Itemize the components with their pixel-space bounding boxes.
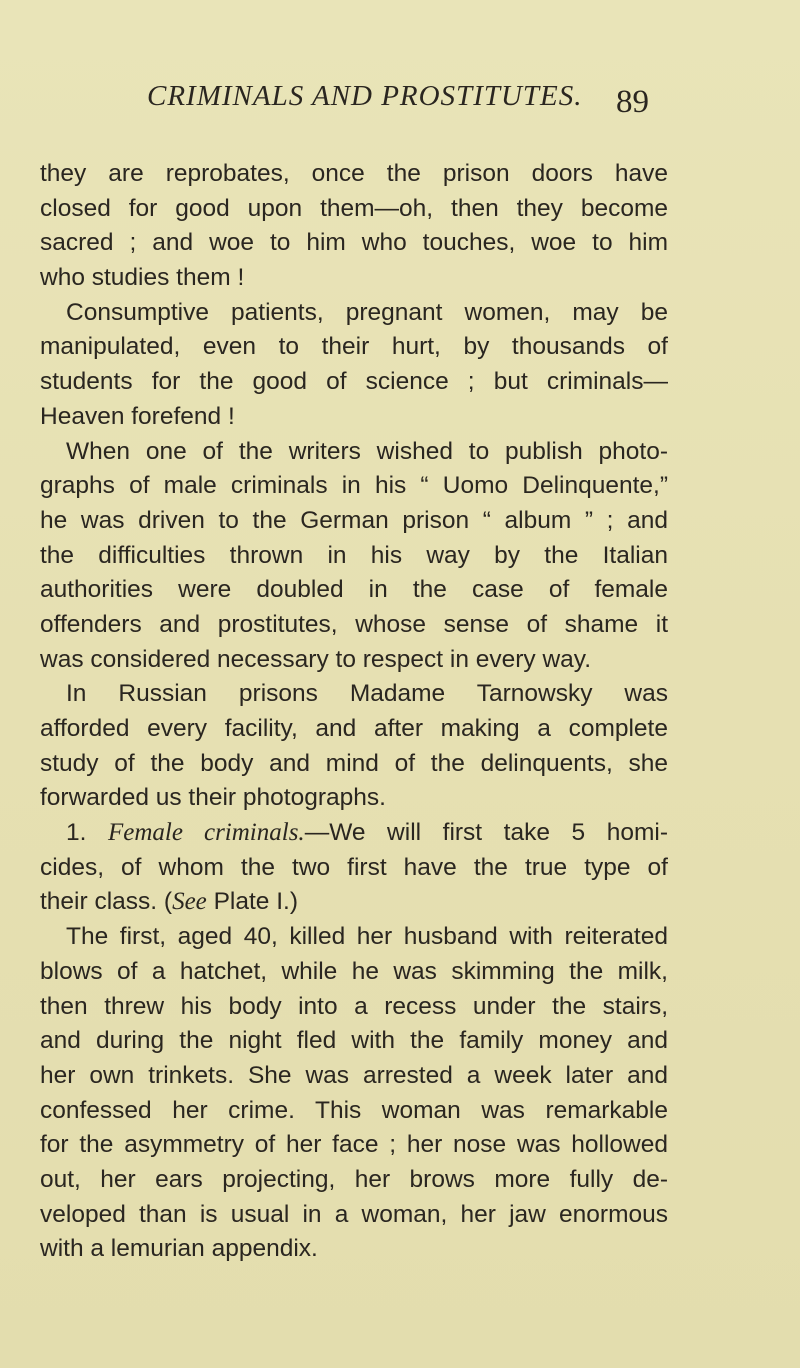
text-line: closed for good upon them—oh, then they become: [40, 194, 668, 222]
text-line: and during the night fled with the family money and: [40, 1027, 668, 1055]
text-line: students for the good of science ; but criminals—: [40, 368, 668, 396]
page-header: [147, 80, 657, 130]
section-heading-line: [40, 816, 668, 851]
text-line: forwarded us their photographs.: [40, 784, 386, 812]
section-number: 1.: [66, 819, 87, 847]
section-title: Female criminals.: [108, 819, 305, 847]
text-line: sacred ; and woe to him who touches, woe to him: [40, 229, 668, 257]
text-line: they are reprobates, once the prison doors have: [40, 160, 668, 187]
body-text: [40, 157, 668, 1267]
text-line: Consumptive patients, pregnant women, may be: [66, 298, 668, 326]
text-line: Heaven forefend !: [40, 402, 235, 430]
text-line: then threw his body into a recess under the stairs,: [40, 992, 668, 1020]
text-line: out, her ears projecting, her brows more fully de-: [40, 1165, 668, 1193]
text-line: he was driven to the German prison “ album ” ; and: [40, 506, 668, 534]
text-line: When one of the writers wished to publish photo-: [66, 437, 668, 465]
text-line: her own trinkets. She was arrested a week later and: [40, 1061, 668, 1089]
text-line: authorities were doubled in the case of female: [40, 576, 668, 604]
page-number: 89: [616, 84, 649, 120]
text-line: with a lemurian appendix.: [40, 1235, 318, 1263]
plate-ref-post: Plate I.): [206, 888, 298, 916]
text-line: the difficulties thrown in his way by the Italian: [40, 541, 668, 569]
plate-ref-pre: their class. (: [40, 888, 173, 916]
plate-ref-see: See: [172, 888, 207, 916]
text-line: study of the body and mind of the delinquents, she: [40, 749, 668, 777]
text-line: blows of a hatchet, while he was skimming the milk,: [40, 957, 668, 985]
running-head: CRIMINALS AND PROSTITUTES.: [147, 80, 583, 112]
text-line: In Russian prisons Madame Tarnowsky was: [66, 680, 668, 708]
text-line: The first, aged 40, killed her husband with reiterated: [66, 923, 668, 951]
text-line: for the asymmetry of her face ; her nose was hollowed: [40, 1131, 668, 1159]
text-line: confessed her crime. This woman was remarkable: [40, 1096, 668, 1124]
text-line: graphs of male criminals in his “ Uomo Delinquente,”: [40, 472, 668, 500]
text-line: manipulated, even to their hurt, by thousands of: [40, 333, 668, 361]
text-line: was considered necessary to respect in every way.: [40, 645, 592, 673]
text-line: offenders and prostitutes, whose sense of shame it: [40, 610, 668, 638]
text-line: afforded every facility, and after making a complete: [40, 715, 668, 742]
text-line: who studies them !: [40, 264, 245, 292]
text-line: [40, 885, 668, 920]
section-line-rest: —We will first take 5 homi-: [304, 819, 668, 847]
text-line: veloped than is usual in a woman, her jaw enormous: [40, 1200, 668, 1228]
text-line: cides, of whom the two first have the true type of: [40, 853, 668, 881]
